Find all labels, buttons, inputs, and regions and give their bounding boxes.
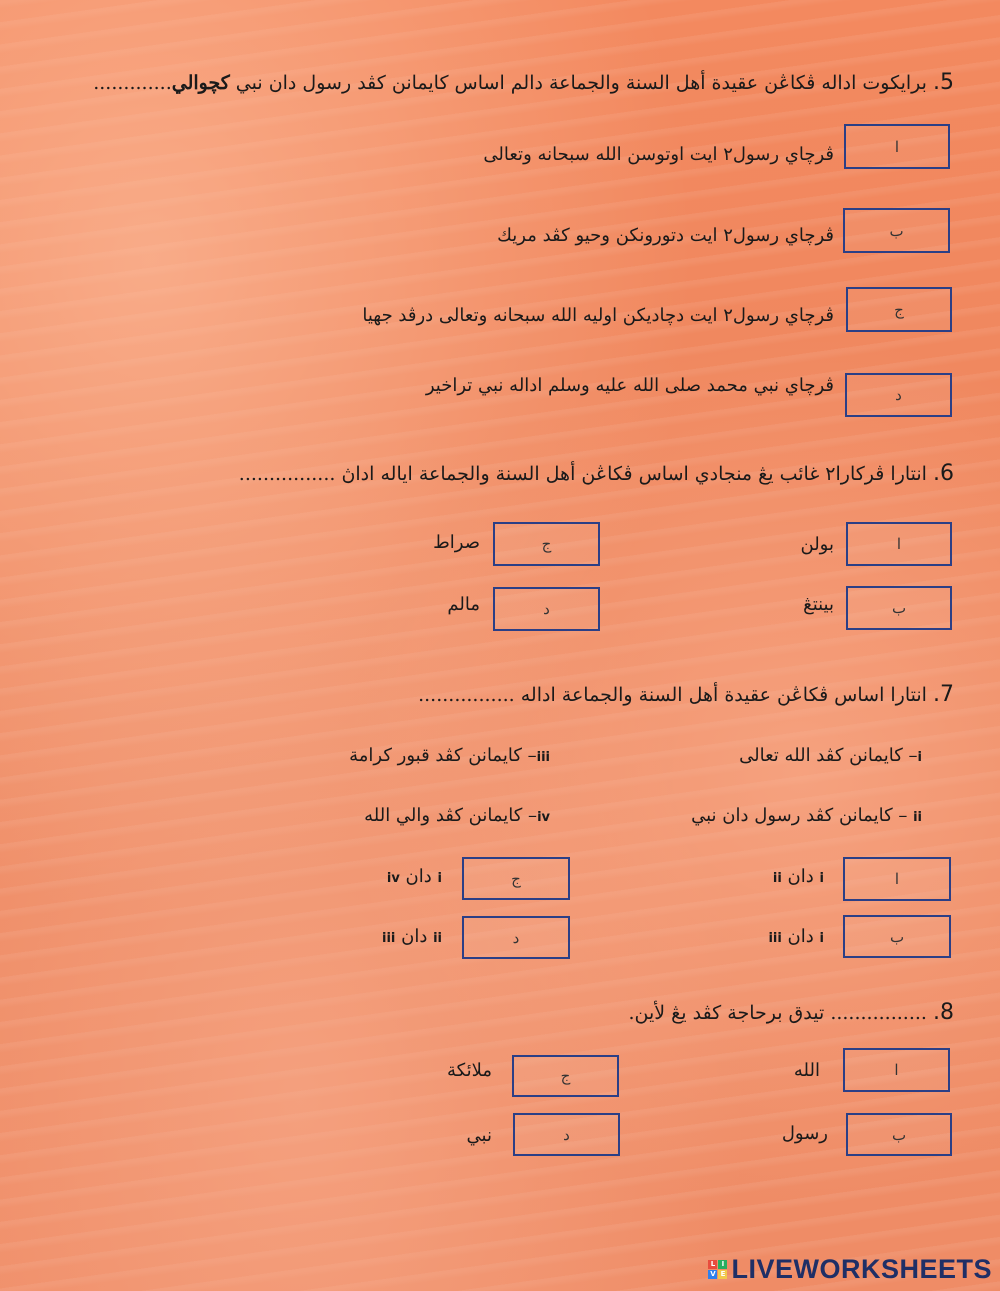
option-text-5-c: ڤرچاي رسول٢ ايت دچاديكن اوليه الله سبحانه وتعالى درڤد جهيا [362, 305, 834, 326]
statement-i: i– كايمانن كڤد الله تعالى [739, 745, 922, 766]
answer-box-5-c[interactable]: ج [846, 287, 952, 332]
option-text-6-d: مالم [447, 594, 480, 615]
answer-box-6-a[interactable]: ا [846, 522, 952, 566]
answer-box-7-b[interactable]: ب [843, 915, 951, 958]
question-emphasis: كچوالي [171, 72, 230, 94]
option-text-5-b: ڤرچاي رسول٢ ايت دتورونكن وحيو كڤد مريك [497, 225, 834, 246]
question-text: انتارا ڤركارا٢ غائب يڠ منجادي اساس ڤكاڠن أهل السنة والجماعة اياله اداڽ ................ [238, 463, 927, 485]
answer-box-8-c[interactable]: ج [512, 1055, 619, 1097]
question-number: 6. [933, 461, 954, 486]
brand-name: LIVEWORKSHEETS [731, 1254, 992, 1284]
option-text-7-c: i دان iv [386, 866, 442, 887]
answer-box-5-d[interactable]: د [845, 373, 952, 417]
question-dots: ............. [93, 72, 172, 94]
option-text-5-d: ڤرچاي نبي محمد صلى الله عليه وسلم اداله نبي تراخير [425, 375, 834, 396]
answer-box-6-b[interactable]: ب [846, 586, 952, 630]
question-text: ................ تيدق برحاجة كڤد يڠ لأين. [628, 1002, 927, 1024]
option-text-6-a: بولن [800, 534, 834, 555]
answer-box-5-a[interactable]: ا [844, 124, 950, 169]
option-text-7-b: i دان iii [768, 926, 824, 947]
option-text-6-b: بينتڠ [803, 594, 834, 615]
answer-box-7-a[interactable]: ا [843, 857, 951, 901]
question-6 [239, 461, 954, 486]
question-text: انتارا اساس ڤكاڠن عقيدة أهل السنة والجماعة اداله ................ [418, 684, 927, 706]
option-text-8-d: نبي [466, 1125, 492, 1146]
option-text-8-b: رسول [781, 1123, 828, 1144]
question-number: 5. [933, 70, 954, 95]
statement-ii: ii – كايمانن كڤد رسول دان نبي [691, 805, 922, 826]
question-7 [418, 682, 954, 707]
option-text-6-c: صراط [433, 532, 480, 553]
liveworksheets-logo[interactable] [708, 1254, 992, 1285]
option-text-8-a: الله [793, 1060, 820, 1081]
question-number: 8. [933, 1000, 954, 1025]
option-text-7-d: ii دان iii [381, 926, 442, 947]
option-text-7-a: i دان ii [772, 866, 824, 887]
question-number: 7. [933, 682, 954, 707]
option-text-8-c: ملائكة [447, 1060, 492, 1081]
liveworksheets-mark-icon: L I V E [708, 1260, 727, 1279]
answer-box-7-d[interactable]: د [462, 916, 570, 959]
answer-box-5-b[interactable]: ب [843, 208, 950, 253]
question-text: برايكوت اداله ڤكاڠن عقيدة أهل السنة والجماعة دالم اساس كايمانن كڤد رسول دان نبي [229, 72, 927, 94]
statement-iii: iii– كايمانن كڤد قبور كرامة [349, 745, 550, 766]
answer-box-8-d[interactable]: د [513, 1113, 620, 1156]
answer-box-6-c[interactable]: ج [493, 522, 600, 566]
answer-box-8-a[interactable]: ا [843, 1048, 950, 1092]
option-text-5-a: ڤرچاي رسول٢ ايت اوتوسن الله سبحانه وتعالى [483, 144, 834, 165]
answer-box-8-b[interactable]: ب [846, 1113, 952, 1156]
answer-box-6-d[interactable]: د [493, 587, 600, 631]
statement-iv: iv– كايمانن كڤد والي الله [364, 805, 550, 826]
question-5 [93, 70, 954, 95]
answer-box-7-c[interactable]: ج [462, 857, 570, 900]
question-8 [628, 1000, 954, 1025]
